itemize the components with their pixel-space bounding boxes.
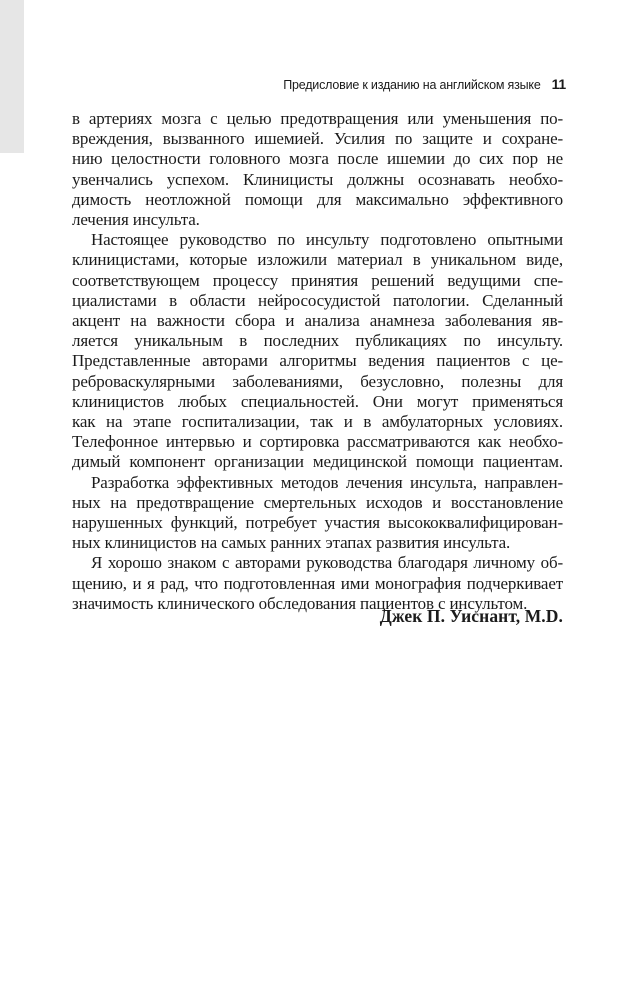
text-line: увенчались успехом. Клиницисты должны осознавать необхо- [72, 169, 563, 189]
page-number: 11 [551, 76, 566, 92]
text-line: акцент на важности сбора и анализа анамнеза заболевания яв- [72, 311, 563, 331]
text-line: Настоящее руководство по инсульту подготовлено опытными [91, 230, 563, 250]
text-line: циалистами в области нейрососудистой патологии. Сделанный [72, 290, 563, 310]
text-line: ных клиницистов на самых ранних этапах развития инсульта. [72, 533, 511, 553]
text-line: в артериях мозга с целью предотвращения или уменьшения по- [72, 109, 563, 128]
text-line: вреждения, вызванного ишемией. Усилия по защите и сохране- [72, 129, 563, 149]
text-line: реброваскулярными заболеваниями, безусловно, полезны для [72, 371, 563, 391]
text-line: ляется уникальным в последних публикациях по инсульту. [72, 331, 563, 351]
author-signature: Джек П. Уиснант, M.D. [379, 606, 563, 626]
text-line: нарушенных функций, потребует участия высококвалифицирован- [72, 513, 563, 533]
text-line: димый компонент организации медицинской помощи пациентам. [72, 452, 563, 472]
text-line: соответствующем процессу принятия решений ведущими спе- [72, 270, 563, 290]
text-line: лечения инсульта. [72, 210, 200, 230]
text-line: Разработка эффективных методов лечения инсульта, направлен- [91, 472, 563, 492]
text-line: Телефонное интервью и сортировка рассматриваются как необхо- [72, 432, 563, 452]
text-line: ных на предотвращение смертельных исходов и восстановление [72, 492, 563, 512]
paragraph [72, 230, 563, 472]
text-line: клиницистами, которые изложили материал в уникальном виде, [72, 250, 563, 270]
text-line: щению, и я рад, что подготовленная ими монография подчеркивает [72, 573, 563, 593]
page-edge-strip [0, 0, 24, 153]
text-line: Я хорошо знаком с авторами руководства благодаря личному об- [91, 553, 563, 573]
paragraph [72, 473, 563, 554]
text-line: нию целостности головного мозга после ишемии до сих пор не [72, 149, 563, 169]
text-line: значимость клинического обследования пациентов с инсультом. [72, 593, 528, 613]
paragraph [72, 553, 563, 614]
paragraph [72, 109, 563, 230]
running-title: Предисловие к изданию на английском языке [283, 78, 541, 92]
body-text [72, 109, 563, 614]
text-line: как на этапе госпитализации, так и в амбулаторных условиях. [72, 412, 563, 432]
text-line: Представленные авторами алгоритмы ведения пациентов с це- [72, 351, 563, 371]
text-line: клиницистов любых специальностей. Они могут применяться [72, 391, 563, 411]
running-header [250, 76, 566, 92]
text-line: димость неотложной помощи для максимально эффективного [72, 189, 563, 209]
